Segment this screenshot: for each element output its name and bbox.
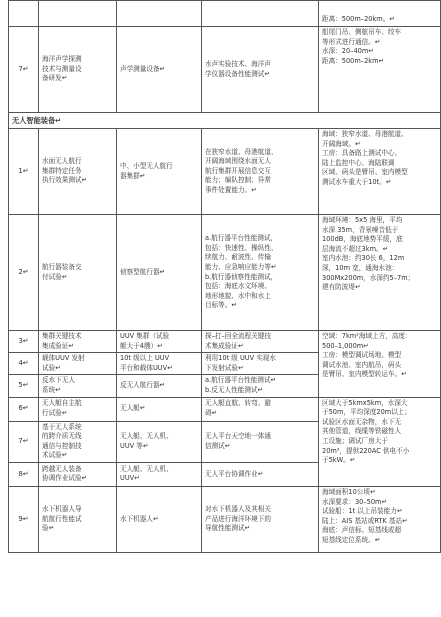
text-line: 建有防波堤↵ [322,283,361,292]
text-line: 距离：500m–20km。↵ [322,15,395,24]
text-line: 水面无人航行 [42,157,82,166]
text-line: 付试验↵ [42,272,68,281]
text-line: 事件处置能力。↵ [205,185,257,194]
text-line: 反水下无人 [42,376,75,385]
table-row [9,215,441,331]
table-row [9,1,441,27]
text-line: 包括：快速性、操纵性、 [205,243,278,252]
text-line: 室内水池：约30长 6，12m [322,254,405,263]
text-line: 水深 35m，背景噪音低于 [322,225,399,234]
text-line: 海洋声学探测 [42,55,82,64]
cell-equipment [117,397,202,421]
table-row [9,27,441,113]
text-line: b.航行器侦察性能测试， [205,272,278,281]
text-line: 无人艇↵ [120,404,146,413]
text-line: a.航行器平台性能测试， [205,234,278,243]
text-line: 学仪器设备性能测试↵ [205,69,270,78]
text-line: 集群关键技术 [42,332,82,340]
cell-name [39,397,117,421]
cell-equipment [117,1,202,27]
text-line: 工房：模型调试场地、模型 [322,351,402,360]
text-line: 无人艇、无人机、 [120,464,173,473]
text-line: 是臂吊、室内模型转运车。↵ [322,370,407,379]
cell-equipment [117,331,202,353]
text-line: 技术与测量设 [42,64,82,73]
text-line: 于50m，平均深度20m以上； [322,408,411,417]
text-line: 试验区水面无杂物，水下无 [322,417,402,426]
cell-content [202,486,319,552]
text-line: 水深要求：30–50m↵ [322,497,387,506]
text-line: 能力；编队控制；异常 [205,176,271,185]
text-line: 海域环境：5x5 海里，平均 [322,216,403,224]
text-line: 区域、码头是臂吊、室内模型 [322,168,408,177]
text-line: 通信与控制技 [42,441,82,450]
text-line: 20m²，提供220AC 供电不小 [322,446,410,455]
cell-content [202,397,319,421]
text-line: 声学测量设备↵ [120,64,166,73]
text-line: 航行集群开展信息交互 [205,166,271,175]
text-line: a.航行器平台性能测试↵ [205,376,277,385]
cell-content [202,462,319,486]
text-line: 的跨介质无线 [42,432,82,441]
cell-environment [319,129,441,215]
cell-name [39,375,117,397]
cell-index: 1↵ [9,129,39,215]
text-line: 集群特定任务 [42,166,82,175]
cell-environment [319,1,441,27]
text-line: 下发射试验↵ [205,363,244,372]
text-line: 目标等。↵ [205,301,237,310]
text-line: 水深：20–40m↵ [322,47,374,56]
text-line: 100dB，海底地势平缓，底 [322,235,403,244]
text-line: 行试验↵ [42,409,68,418]
cell-equipment [117,27,202,113]
text-line: 试验船：1t 以上吊装能力↵ [322,507,403,516]
text-line: 工房：具备路上测试中心、 [322,149,402,158]
text-line: 系统↵ [42,385,61,394]
text-line: 包括：海底水文环境、 [205,282,271,291]
cell-content [202,375,319,397]
cell-name [39,331,117,353]
cell-index: 6↵ [9,397,39,421]
text-line: 其他管道，线缆等铁磁性人 [322,427,402,436]
text-line: 于5kW。↵ [322,456,356,465]
table-row [9,129,441,215]
cell-name [39,486,117,552]
text-line: 无人平台协调作业↵ [205,469,264,478]
text-line: 陆上监控中心、海陆联调 [322,158,395,167]
cell-equipment [117,375,202,397]
text-line: 海域面积10公顷↵ [322,487,376,496]
cell-content [202,129,319,215]
text-line: 调试水池、室内航吊，码头 [322,360,402,369]
text-line: 试验↵ [42,363,61,372]
text-line: 测试水车重大于10t。↵ [322,177,392,186]
text-line: 载体UUV 发射 [42,354,85,363]
text-line: 器集群↵ [120,171,146,180]
cell-index: 8↵ [9,462,39,486]
text-line: 无人艇自主航 [42,399,82,408]
text-line: 深，10m 宽，通海水池： [322,263,399,272]
text-line: 水声实验技术、海洋声 [205,59,271,68]
text-line: 反无人航行器↵ [120,381,166,390]
text-line: 水下机器人导 [42,505,82,514]
text-line: 等形式进行通信。↵ [322,37,381,46]
cell-environment [319,331,441,398]
cell-index: 9↵ [9,486,39,552]
text-line: 碍↵ [205,409,218,418]
cell-equipment [117,486,202,552]
text-line: 开阔海域。↵ [322,139,361,148]
cell-environment [319,215,441,331]
text-line: 区域大于5kmx5km，水深大 [322,398,408,407]
cell-equipment [117,129,202,215]
text-line: 平台和载体UUV↵ [120,363,173,372]
text-line: 在狭窄水道、母港航道、 [205,147,278,156]
text-line: 500–1,000m↵ [322,341,369,350]
cell-content [202,331,319,353]
text-line: 短基线定位系统。↵ [322,535,381,544]
section-row [9,113,441,129]
text-line: 水下机器人↵ [120,514,159,523]
text-line: 集成验证↵ [42,341,74,350]
cell-equipment [117,462,202,486]
table-row [9,397,441,421]
table-row [9,331,441,353]
text-line: 地形地貌、水中和水上 [205,291,271,300]
text-line: 距离：500m–2km↵ [322,56,385,65]
text-line: 对水下机器人及其相关 [205,505,271,514]
text-line: 术试验↵ [42,451,68,460]
text-line: 层海流不超过3km。↵ [322,244,389,253]
section-title: 无人智能装备↵ [9,113,441,129]
cell-environment [319,397,441,486]
text-line: 导航性能测试↵ [205,524,251,533]
text-line: 执行效果测试↵ [42,176,88,185]
cell-name [39,462,117,486]
cell-index: 4↵ [9,353,39,375]
cell-content [202,27,319,113]
text-line: b.反无人性能测试↵ [205,385,263,394]
text-line: 利用10t 级 UUV 实现水 [205,354,276,363]
text-line: 陆上：AIS 基站或RTK 基站↵ [322,516,408,525]
cell-equipment [117,353,202,375]
text-line: 开阔海域围绕水面无人 [205,157,271,166]
text-line: 能力、应急响应能力等↵ [205,262,277,271]
cell-content [202,1,319,27]
text-line: 无人平台天空地一体通 [205,432,271,441]
text-line: 验↵ [42,524,55,533]
document-page [8,0,440,553]
text-line: 侦察型航行器↵ [120,267,166,276]
text-line: 基于无人系统 [42,422,82,431]
text-line: 航航行性能试 [42,514,82,523]
text-line: 中、小型无人航行 [120,161,173,170]
cell-index: 5↵ [9,375,39,397]
cell-equipment [117,421,202,462]
cell-environment [319,486,441,552]
text-line: 产品进行海洋环境下的 [205,514,271,523]
cell-index: 7↵ [9,27,39,113]
cell-index: 2↵ [9,215,39,331]
text-line: 跨越无人装备 [42,464,82,473]
cell-index [9,1,39,27]
cell-name [39,129,117,215]
test-capability-table [8,0,441,553]
text-line: UUV 集群（试验 [120,332,170,340]
cell-name [39,27,117,113]
text-line: 探–打–回全流程关键技 [205,332,271,340]
cell-name [39,215,117,331]
cell-name [39,1,117,27]
text-line: 300Mx200m，水深约5–7m； [322,273,415,282]
text-line: 信测试↵ [205,441,231,450]
text-line: 海底：声信标、短基线或超 [322,526,402,535]
cell-index: 3↵ [9,331,39,353]
text-line: 艇大于4艘）↵ [120,341,163,350]
text-line: 协调作业试验↵ [42,474,88,483]
text-line: 术集成验证↵ [205,341,244,350]
text-line: 海域：狭窄水道、母港航道、 [322,130,408,138]
text-line: 船尾门吊、侧舷吊车、绞车 [322,28,402,36]
cell-content [202,215,319,331]
text-line: UUV↵ [120,474,140,483]
text-line: 无人艇直航、转弯、避 [205,399,271,408]
cell-equipment [117,215,202,331]
cell-environment [319,27,441,113]
cell-name [39,353,117,375]
table-row [9,486,441,552]
text-line: 工设施；调试厂房大于 [322,436,388,445]
text-line: 10t 级以上 UUV [120,354,170,363]
text-line: UUV 等↵ [120,441,149,450]
cell-name [39,421,117,462]
cell-content [202,353,319,375]
cell-index: 7↵ [9,421,39,462]
text-line: 备研发↵ [42,74,68,83]
cell-content [202,421,319,462]
text-line: 航行器装备交 [42,262,82,271]
text-line: 续航力、耐波性、传输 [205,253,271,262]
text-line: 无人艇、无人机、 [120,432,173,441]
text-line: 空域：7km²海域上方，高度： [322,332,412,340]
